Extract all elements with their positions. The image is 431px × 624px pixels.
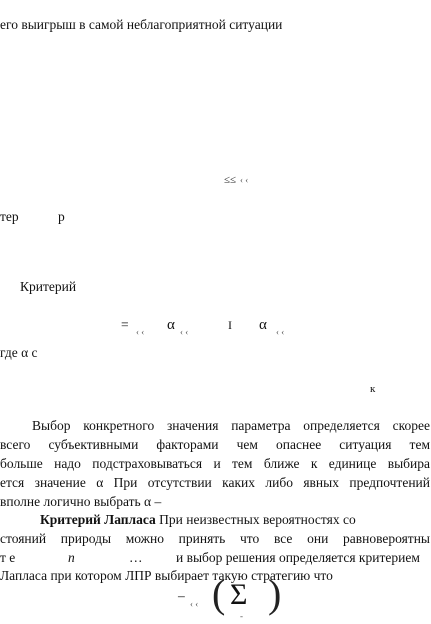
text-where-alpha: где α с [0,345,38,360]
paragraph-2-line-2: стояний природы можно принять что все они равновероятны [0,531,430,546]
formula-alpha-2: α [259,317,267,333]
text-fragment-r: р [58,209,65,224]
formula-alpha-1: α [167,317,175,333]
paragraph-1-line-4: ется значение α При отсутствии каких либо явных предпочтений [0,475,430,490]
text-line-situation: его выигрыш в самой неблагоприятной ситуации [0,17,283,32]
paragraph-2-line-3-b: и выбор решения определяется критерием [176,550,420,565]
formula-sub-3: ‹ ‹ [276,327,285,337]
formula-dash: – [178,588,185,603]
paragraph-1-line-3: больше надо подстраховываться и тем ближе к единице выбира [0,456,430,471]
paragraph-2-line-1 [40,512,430,528]
paragraph-1-line-2: всего субъективными факторами чем опаснее ситуация тем [0,437,430,452]
paragraph-2-line-1-rest: При неизвестных вероятностях со [155,512,356,527]
formula-sub-2: ‹ ‹ [180,327,189,337]
paragraph-2-line-3-n: n [68,550,75,565]
laplace-formula [178,571,288,621]
paragraph-2-line-3-dots: … [129,550,143,565]
paragraph-2-line-3-a: т е [0,550,16,565]
formula-sigma-sub: - [240,611,243,621]
formula-dash-sub: ‹ ‹ [190,599,199,609]
formula-sub-1: ‹ ‹ [136,327,145,337]
formula-sigma: Σ [230,578,248,611]
formula-open-paren: ( [212,571,226,616]
text-fragment-k: к [370,383,376,395]
paragraph-1-line-5: вполне логично выбрать α – [0,494,162,509]
text-fragment-ter: тер [0,209,19,224]
formula-equals: = [121,317,129,332]
heading-criterion: Критерий [20,279,77,294]
formula-fragment-inequality: ≤≤ [224,174,237,186]
paragraph-2-line-4: Лапласа при котором ЛПР выбирает такую стратегию что [0,568,333,583]
laplace-criterion-title: Критерий Лапласа [40,512,156,527]
formula-bar: I [228,318,232,332]
formula-fragment-sub: ‹ ‹ [240,175,249,185]
paragraph-1-line-1: Выбор конкретного значения параметра определяется скорее [32,418,430,433]
formula-close-paren: ) [268,571,282,616]
